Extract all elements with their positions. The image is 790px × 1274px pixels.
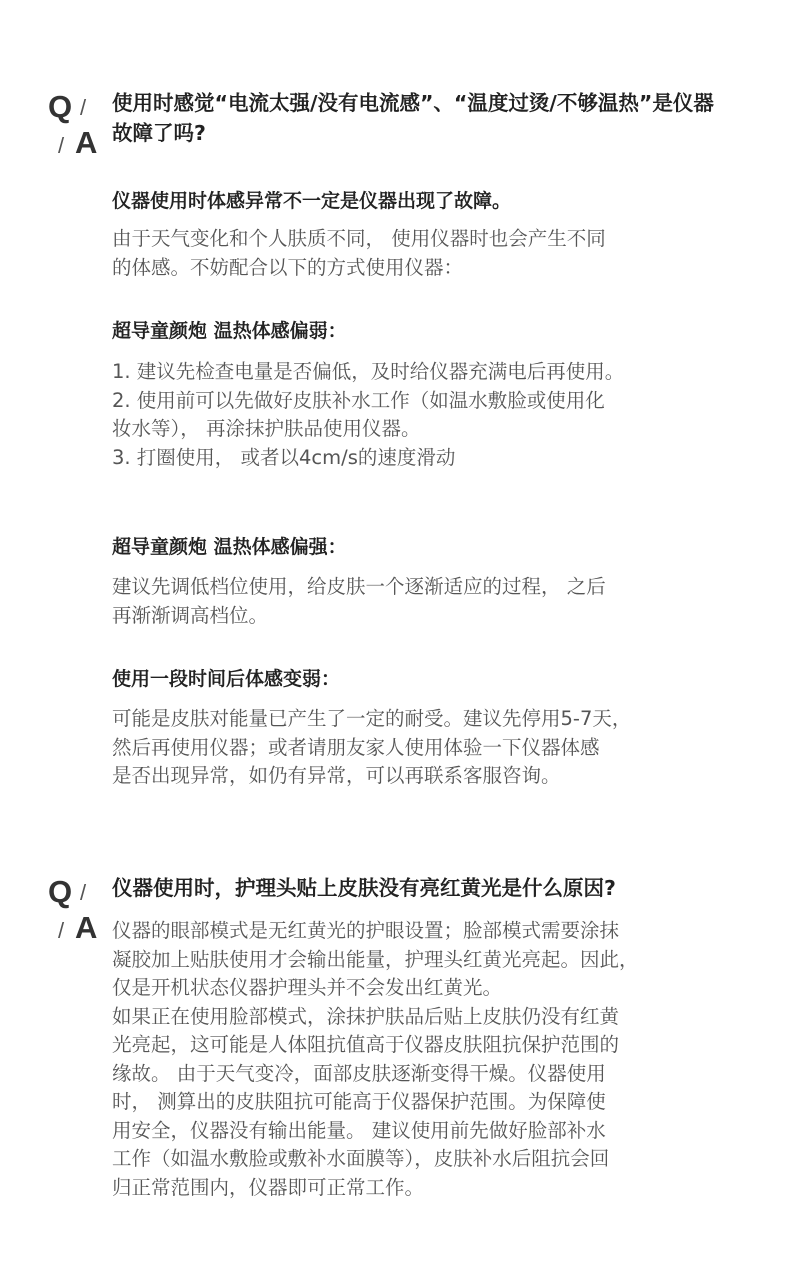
question-text: 使用时感觉“电流太强/没有电流感”、“温度过烫/不够温热”是仪器故障了吗?	[112, 91, 714, 145]
q-mark: Q	[48, 89, 73, 124]
body-line: 2. 使用前可以先做好皮肤补水工作（如温水敷脸或使用化	[112, 388, 605, 412]
a-mark: A	[75, 910, 98, 945]
body-line: 建议先调低档位使用，给皮肤一个逐渐适应的过程， 之后	[112, 575, 606, 598]
a-mark: A	[75, 125, 98, 160]
section-title: 超导童颜炮 温热体感偏弱：	[112, 320, 347, 342]
body-line: 3. 打圈使用， 或者以4cm/s的速度滑动	[112, 445, 456, 469]
body-line: 妆水等）， 再涂抹护肤品使用仪器。	[112, 417, 421, 440]
section-title: 仪器使用时体感异常不一定是仪器出现了故障。	[112, 190, 512, 212]
answer-line: 如果正在使用脸部模式，涂抹护肤品后贴上皮肤仍没有红黄	[112, 1004, 620, 1028]
answer-line: 用安全，仪器没有输出能量。 建议使用前先做好脸部补水	[112, 1118, 606, 1142]
body-line: 是否出现异常，如仍有异常，可以再联系客服咨询。	[112, 764, 561, 787]
question-text: 仪器使用时，护理头贴上皮肤没有亮红黄光是什么原因?	[112, 876, 616, 900]
section-title: 使用一段时间后体感变弱：	[112, 668, 341, 690]
body-line: 可能是皮肤对能量已产生了一定的耐受。建议先停用5-7天，	[112, 707, 632, 730]
answer-line: 凝胶加上贴肤使用才会输出能量，护理头红黄光亮起。因此，	[112, 947, 639, 971]
section-title: 超导童颜炮 温热体感偏强：	[112, 536, 347, 558]
section-body	[112, 358, 727, 472]
answer-line: 仅是开机状态仪器护理头并不会发出红黄光。	[112, 976, 503, 999]
body-line: 由于天气变化和个人肤质不同， 使用仪器时也会产生不同	[112, 227, 606, 250]
answer-text	[112, 917, 727, 1202]
answer-line: 时， 测算出的皮肤阻抗可能高于仪器保护范围。为保障使	[112, 1090, 606, 1113]
answer-line: 工作（如温水敷脸或敷补水面膜等），皮肤补水后阻抗会回	[112, 1147, 610, 1170]
body-line: 1. 建议先检查电量是否偏低，及时给仪器充满电后再使用。	[112, 360, 625, 383]
body-line: 再渐渐调高档位。	[112, 603, 269, 627]
answer-line: 缘故。 由于天气变冷，面部皮肤逐渐变得干燥。仪器使用	[112, 1061, 606, 1085]
qa-slash-top: /	[80, 95, 87, 120]
answer-line: 归正常范围内，仪器即可正常工作。	[112, 1175, 425, 1199]
answer-line: 仪器的眼部模式是无红黄光的护眼设置；脸部模式需要涂抹	[112, 919, 620, 942]
qa-slash-bottom: /	[58, 918, 65, 943]
q-mark: Q	[48, 874, 73, 909]
qa-slash-bottom: /	[58, 133, 65, 158]
qa-slash-top: /	[80, 880, 87, 905]
body-line: 然后再使用仪器；或者请朋友家人使用体验一下仪器体感	[112, 735, 600, 759]
section-body	[112, 573, 727, 630]
section-body	[112, 225, 727, 282]
body-line: 的体感。不妨配合以下的方式使用仪器：	[112, 255, 464, 279]
answer-line: 光亮起，这可能是人体阻抗值高于仪器皮肤阻抗保护范围的	[112, 1033, 620, 1056]
section-body	[112, 705, 727, 791]
